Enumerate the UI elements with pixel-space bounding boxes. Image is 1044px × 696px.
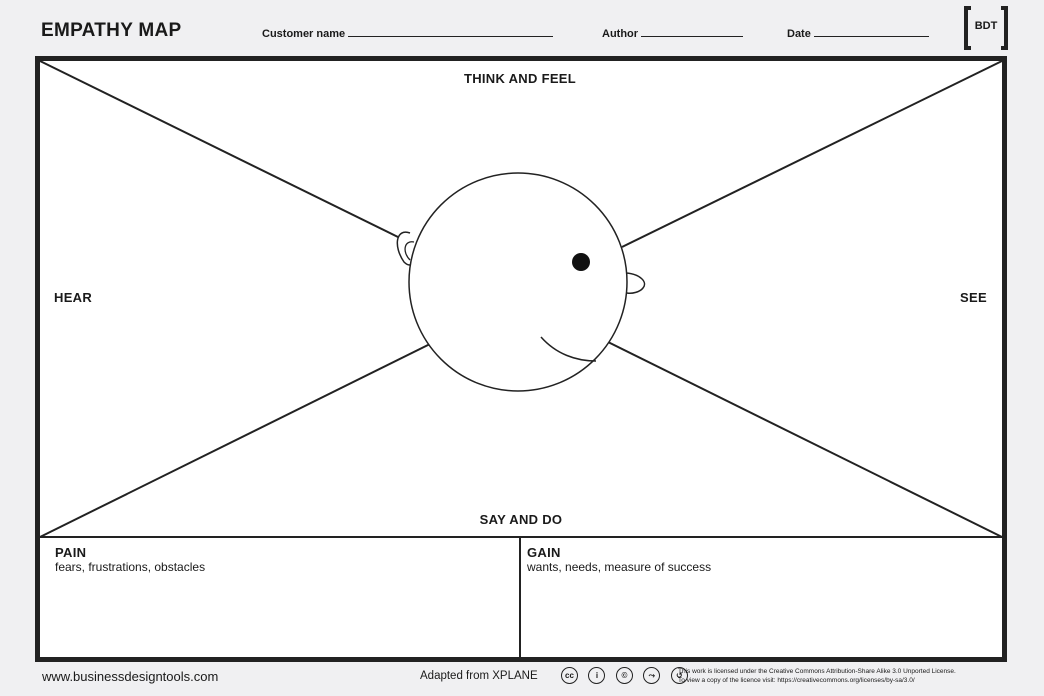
gain-title: GAIN	[527, 545, 561, 560]
pain-section	[55, 545, 205, 574]
gain-section	[527, 545, 711, 574]
license-line-1: This work is licensed under the Creative Commons Attribution-Share Alike 3.0 Unported License.	[678, 668, 956, 675]
hear-label: HEAR	[54, 290, 93, 305]
date-label: Date	[787, 28, 811, 40]
by-icon: i	[588, 667, 605, 684]
diagonal-bottom-left	[40, 344, 430, 537]
cc-icons	[561, 667, 694, 685]
copy-icon: ©	[616, 667, 633, 684]
author-label: Author	[602, 28, 639, 40]
sa-icon: ↺	[671, 667, 688, 684]
pain-title: PAIN	[55, 545, 87, 560]
pain-subtitle: fears, frustrations, obstacles	[55, 560, 206, 574]
license-line-2[interactable]: To view a copy of the licence visit: https://creativecommons.org/licenses/by-sa/3.0/	[678, 677, 915, 684]
say-do-label: SAY AND DO	[479, 512, 563, 527]
share-icon: ⤳	[643, 667, 660, 684]
diagonal-bottom-right	[608, 342, 1002, 537]
page-title: EMPATHY MAP	[41, 20, 182, 41]
gain-subtitle: wants, needs, measure of success	[527, 560, 712, 574]
footer-url[interactable]: www.businessdesigntools.com	[42, 669, 219, 684]
right-ear-icon	[626, 273, 644, 293]
customer-name-label: Customer name	[262, 28, 346, 40]
adapted-from: Adapted from XPLANE	[420, 670, 538, 682]
diagonal-top-right	[622, 61, 1002, 247]
cc-icon: cc	[561, 667, 578, 684]
bdt-logo-text: BDT	[974, 20, 998, 32]
head-icon	[409, 173, 627, 391]
think-feel-label: THINK AND FEEL	[463, 71, 577, 86]
see-label: SEE	[960, 290, 987, 305]
diagonal-top-left	[40, 61, 400, 238]
license-text	[678, 667, 1018, 685]
eye-icon	[572, 253, 590, 271]
